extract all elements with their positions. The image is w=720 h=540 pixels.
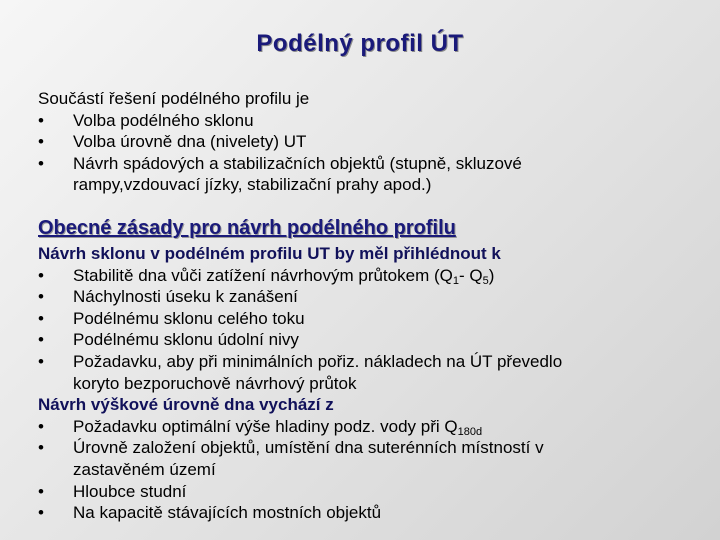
bullet-icon: • xyxy=(38,132,44,152)
list-item xyxy=(38,437,698,459)
list-item-text: Požadavku, aby při minimálních pořiz. nákladech na ÚT převedlo xyxy=(73,351,563,371)
bullet-icon: • xyxy=(38,416,44,436)
bullet-icon: • xyxy=(38,438,44,458)
list-item-text: Volba úrovně dna (nivelety) UT xyxy=(73,132,307,152)
list-item-text: Podélnému sklonu celého toku xyxy=(73,308,305,328)
bullet-icon: • xyxy=(38,110,44,130)
list-item-text: Podélnému sklonu údolní nivy xyxy=(73,330,299,350)
list-item xyxy=(38,110,698,132)
principles-section xyxy=(38,216,698,240)
list-item xyxy=(38,153,698,175)
list-item-continuation: koryto bezporuchově návrhový průtok xyxy=(73,373,357,393)
list-item xyxy=(38,131,698,153)
list-item xyxy=(38,416,698,438)
list-item xyxy=(38,502,698,524)
list-item xyxy=(38,286,698,308)
subheading-slope: Návrh sklonu v podélném profilu UT by měl přihlédnout k xyxy=(38,244,501,263)
subheading-bed-level: Návrh výškové úrovně dna vychází z xyxy=(38,395,334,415)
bullet-icon: • xyxy=(38,153,44,173)
list-item-continuation: zastavěném území xyxy=(73,459,216,479)
intro-lead: Součástí řešení podélného profilu je xyxy=(38,89,310,108)
bullet-icon: • xyxy=(38,287,44,307)
list-item-text: Návrh spádových a stabilizačních objektů (stupně, skluzové xyxy=(73,153,522,173)
list-item-text: Volba podélného sklonu xyxy=(73,110,254,130)
bullet-icon: • xyxy=(38,481,44,501)
list-item-text: Náchylnosti úseku k zanášení xyxy=(73,287,298,307)
bullet-icon: • xyxy=(38,330,44,350)
bullet-icon: • xyxy=(38,265,44,285)
list-item-continuation: rampy,vzdouvací jízky, stabilizační prahy apod.) xyxy=(73,175,432,195)
list-item-text: Stabilitě dna vůči zatížení návrhovým průtokem ($Q_1-$ $Q_5$) xyxy=(73,265,495,287)
list-item-text: Hloubce studní xyxy=(73,481,187,501)
list-item xyxy=(38,329,698,351)
list-item xyxy=(38,481,698,503)
list-item xyxy=(38,265,698,287)
principles-body xyxy=(38,243,698,524)
bullet-icon: • xyxy=(38,503,44,523)
section-heading: Obecné zásady pro návrh podélného profilu xyxy=(38,217,456,239)
page-title: Podélný profil ÚT xyxy=(256,30,464,57)
intro-block xyxy=(38,88,698,196)
list-item-text: Na kapacitě stávajících mostních objektů xyxy=(73,503,382,523)
list-item xyxy=(38,308,698,330)
list-item-text: Požadavku optimální výše hladiny podz. vody při $Q_{180d}$ xyxy=(73,416,483,438)
list-item-text: Úrovně založení objektů, umístění dna suterénních místností v xyxy=(73,438,544,458)
bullet-icon: • xyxy=(38,308,44,328)
list-item xyxy=(38,351,698,373)
bullet-icon: • xyxy=(38,351,44,371)
